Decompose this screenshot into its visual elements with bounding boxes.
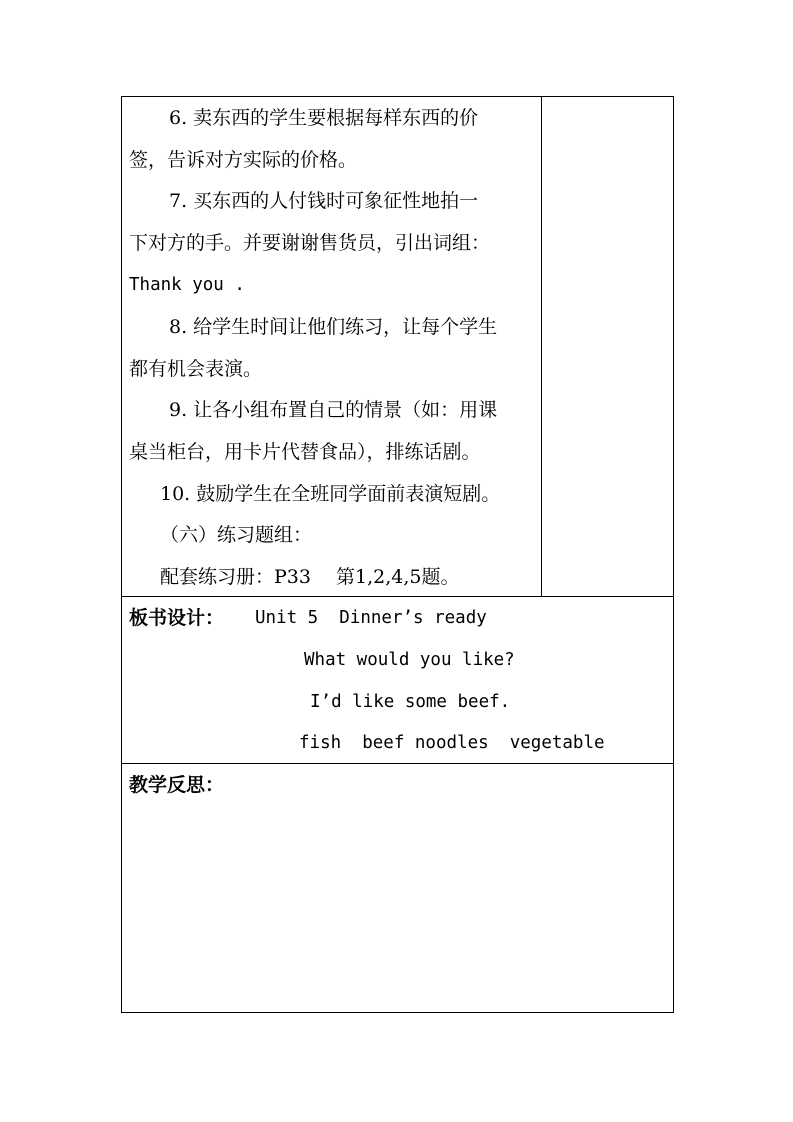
column-divider: [541, 96, 542, 597]
board-words: fish beef noodles vegetable: [299, 733, 605, 753]
teaching-reflection-cell: [121, 763, 674, 1013]
board-title: Unit 5 Dinner’s ready: [255, 608, 487, 628]
step-7-line-1: 7. 买东西的人付钱时可象征性地拍一: [169, 190, 479, 212]
board-question: What would you like?: [304, 650, 515, 670]
reflection-label: 教学反思：: [129, 774, 225, 796]
step-8-line-1: 8. 给学生时间让他们练习，让每个学生: [169, 316, 498, 338]
step-7-line-3: Thank you .: [129, 275, 245, 295]
practice-heading: （六）练习题组：: [160, 524, 313, 546]
step-9-line-2: 桌当柜台，用卡片代替食品），排练话剧。: [129, 441, 481, 463]
step-8-line-2: 都有机会表演。: [129, 358, 263, 380]
step-9-line-1: 9. 让各小组布置自己的情景（如：用课: [169, 399, 498, 421]
step-6-line-2: 签，告诉对方实际的价格。: [129, 149, 358, 171]
lesson-steps-cell: [121, 96, 674, 597]
step-6-line-1: 6. 卖东西的学生要根据每样东西的价: [169, 107, 479, 129]
board-answer: I’d like some beef.: [310, 692, 511, 712]
practice-content: 配套练习册：P33 第1,2,4,5题。: [160, 566, 460, 588]
board-design-label: 板书设计：: [129, 607, 225, 629]
step-7-line-2: 下对方的手。并要谢谢售货员，引出词组：: [129, 232, 491, 254]
step-10-line-1: 10. 鼓励学生在全班同学面前表演短剧。: [160, 483, 501, 505]
